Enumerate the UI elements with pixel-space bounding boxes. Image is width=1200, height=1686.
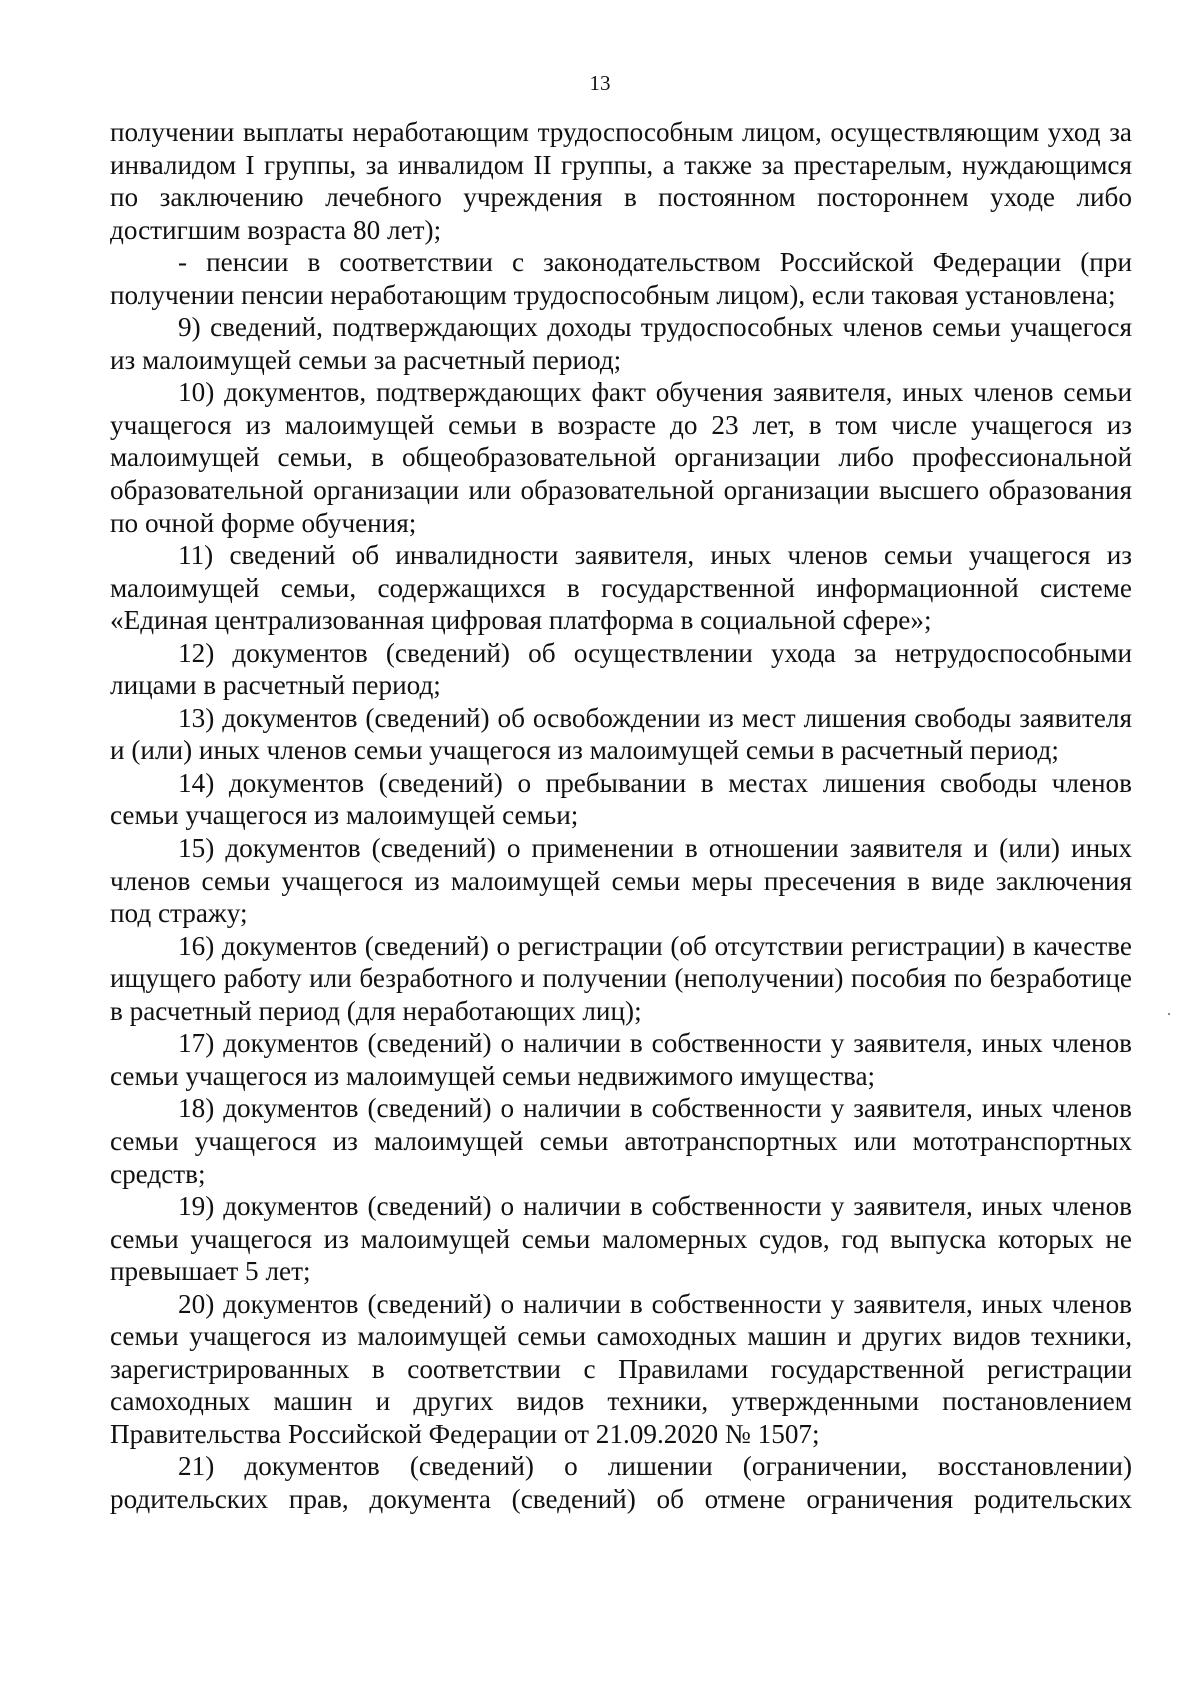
paragraph-item-21: 21) документов (сведений) о лишении (ограничении, восстановлении) родительских прав, документа (сведений) об отмене ограничения родительских: [110, 1451, 1132, 1514]
paragraph-continuation: получении выплаты неработающим трудоспособным лицом, осуществляющим уход за инвалидом I группы, за инвалидом II группы, а также за престарелым, нуждающимся по заключению лечебного учреждения в постоянном постороннем уходе либо достигшим возраста 80 лет);: [110, 117, 1132, 245]
document-body: [110, 116, 1132, 1516]
paragraph-item-13: 13) документов (сведений) об освобождении из мест лишения свободы заявителя и (или) иных членов семьи учащегося из малоимущей семьи в расчетный период;: [110, 702, 1132, 766]
paragraph-pension: - пенсии в соответствии с законодательством Российской Федерации (при получении пенсии неработающим трудоспособным лицом), если таковая установлена;: [110, 247, 1132, 310]
paragraph-item-18: 18) документов (сведений) о наличии в собственности у заявителя, иных членов семьи учащегося из малоимущей семьи автотранспортных или мототранспортных средств;: [110, 1093, 1132, 1189]
paragraph-item-16: 16) документов (сведений) о регистрации (об отсутствии регистрации) в качестве ищущего работу или безработного и получении (неполучении) пособия по безработице в расчетный период (для неработающих лиц);: [110, 930, 1132, 1026]
paragraph-item-11: 11) сведений об инвалидности заявителя, иных членов семьи учащегося из малоимущей семьи, содержащихся в государственной информационной системе «Единая централизованная цифровая платформа в социальной сфере»;: [110, 540, 1132, 636]
scan-speck: [1168, 1013, 1170, 1015]
paragraph-item-17: 17) документов (сведений) о наличии в собственности у заявителя, иных членов семьи учащегося из малоимущей семьи недвижимого имущества;: [110, 1028, 1132, 1091]
paragraph-item-15: 15) документов (сведений) о применении в отношении заявителя и (или) иных членов семьи учащегося из малоимущей семьи меры пресечения в виде заключения под стражу;: [110, 833, 1132, 929]
paragraph-item-14: 14) документов (сведений) о пребывании в местах лишения свободы членов семьи учащегося из малоимущей семьи;: [110, 767, 1132, 831]
paragraph-item-19: 19) документов (сведений) о наличии в собственности у заявителя, иных членов семьи учащегося из малоимущей семьи маломерных судов, год выпуска которых не превышает 5 лет;: [110, 1191, 1132, 1287]
paragraph-item-10: 10) документов, подтверждающих факт обучения заявителя, иных членов семьи учащегося из малоимущей семьи в возрасте до 23 лет, в том числе учащегося из малоимущей семьи, в общеобразовательной организации либо профессиональной образовательной организации или образовательной организации высшего образования по очной форме обучения;: [110, 377, 1132, 538]
paragraph-item-12: 12) документов (сведений) об осуществлении ухода за нетрудоспособными лицами в расчетный период;: [110, 637, 1132, 701]
paragraph-item-9: 9) сведений, подтверждающих доходы трудоспособных членов семьи учащегося из малоимущей семьи за расчетный период;: [110, 312, 1132, 375]
paragraph-item-20: 20) документов (сведений) о наличии в собственности у заявителя, иных членов семьи учащегося из малоимущей семьи самоходных машин и других видов техники, зарегистрированных в соответствии с Правилами государственной регистрации самоходных машин и других видов техники, утвержденными постановлением Правительства Российской Федерации от 21.09.2020 № 1507;: [110, 1288, 1132, 1449]
page-number: 13: [589, 71, 611, 95]
